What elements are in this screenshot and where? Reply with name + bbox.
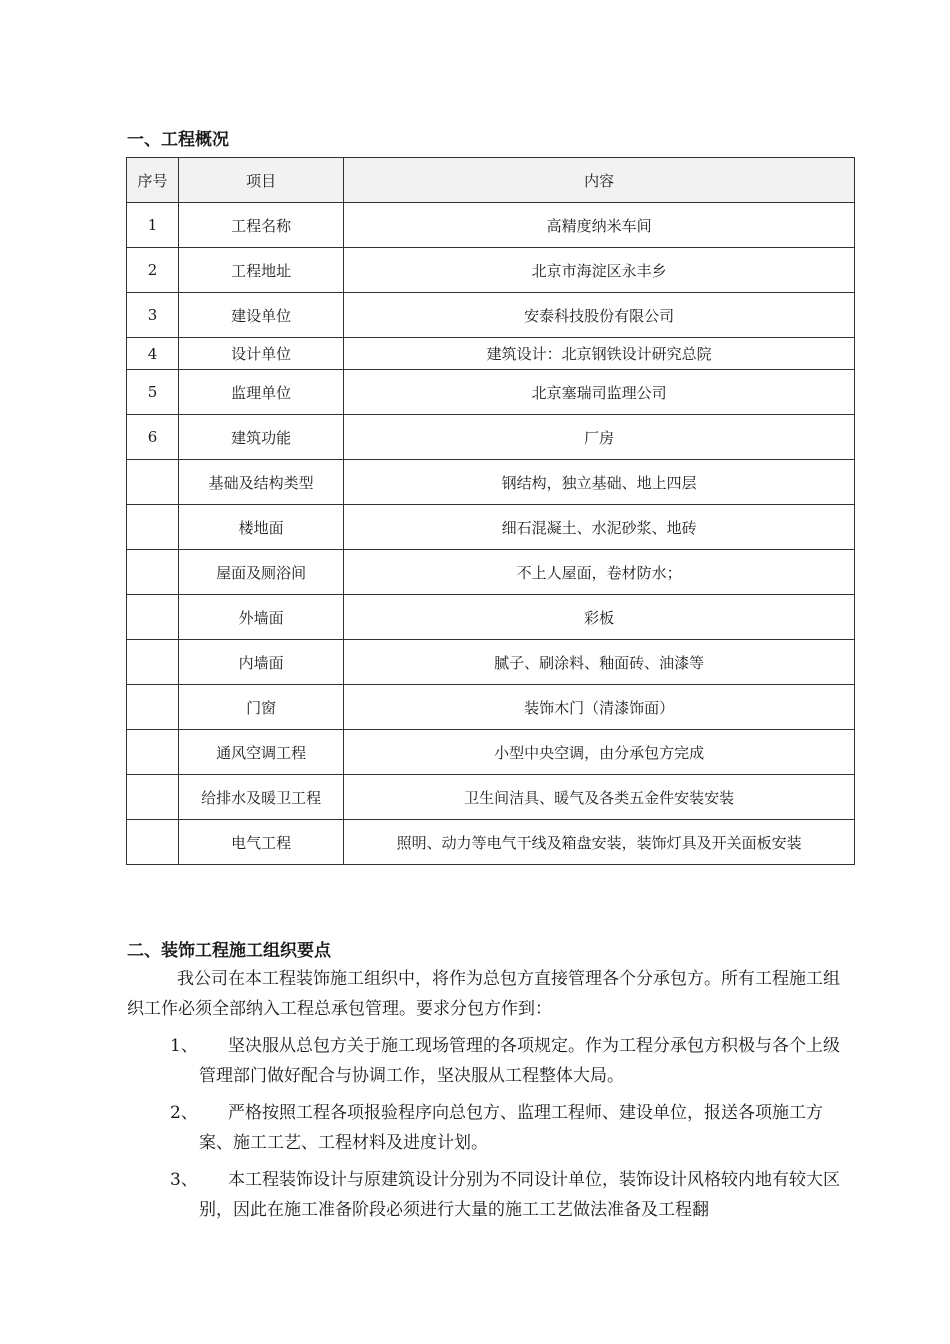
table-row bbox=[127, 820, 855, 865]
row-no bbox=[127, 460, 179, 505]
list-item-text: 本工程装饰设计与原建筑设计分别为不同设计单位，装饰设计风格较内地有较大区别，因此在施工准备阶段必须进行大量的施工工艺做法准备及工程翻 bbox=[199, 1170, 840, 1220]
requirement-list bbox=[127, 1031, 855, 1225]
row-content: 照明、动力等电气干线及箱盘安装，装饰灯具及开关面板安装 bbox=[344, 820, 855, 865]
row-no bbox=[127, 730, 179, 775]
row-item: 监理单位 bbox=[179, 370, 344, 415]
row-item: 楼地面 bbox=[179, 505, 344, 550]
row-content: 小型中央空调，由分承包方完成 bbox=[344, 730, 855, 775]
row-no bbox=[127, 775, 179, 820]
list-item bbox=[127, 1165, 855, 1225]
row-no: 6 bbox=[127, 415, 179, 460]
table-row bbox=[127, 293, 855, 338]
row-no bbox=[127, 820, 179, 865]
list-item-number: 1、 bbox=[170, 1036, 198, 1056]
row-content: 装饰木门（清漆饰面） bbox=[344, 685, 855, 730]
header-content: 内容 bbox=[344, 158, 855, 203]
row-item: 通风空调工程 bbox=[179, 730, 344, 775]
row-item: 屋面及厕浴间 bbox=[179, 550, 344, 595]
table-row bbox=[127, 460, 855, 505]
table-row bbox=[127, 370, 855, 415]
intro-text: 我公司在本工程装饰施工组织中，将作为总包方直接管理各个分承包方。所有工程施工组织工作必须全部纳入工程总承包管理。要求分包方作到： bbox=[127, 969, 840, 1019]
table-row bbox=[127, 203, 855, 248]
list-item bbox=[127, 1098, 855, 1158]
row-no bbox=[127, 505, 179, 550]
row-content: 北京塞瑞司监理公司 bbox=[344, 370, 855, 415]
list-item-text: 坚决服从总包方关于施工现场管理的各项规定。作为工程分承包方积极与各个上级管理部门做好配合与协调工作，坚决服从工程整体大局。 bbox=[199, 1036, 840, 1086]
row-no bbox=[127, 595, 179, 640]
row-content: 卫生间洁具、暖气及各类五金件安装安装 bbox=[344, 775, 855, 820]
row-no: 3 bbox=[127, 293, 179, 338]
row-content: 不上人屋面，卷材防水； bbox=[344, 550, 855, 595]
section-1-title: 一、工程概况 bbox=[127, 130, 229, 150]
row-item: 工程名称 bbox=[179, 203, 344, 248]
row-no: 1 bbox=[127, 203, 179, 248]
table-row bbox=[127, 595, 855, 640]
table-row bbox=[127, 640, 855, 685]
list-item-text: 严格按照工程各项报验程序向总包方、监理工程师、建设单位，报送各项施工方案、施工工艺、工程材料及进度计划。 bbox=[199, 1103, 823, 1153]
list-item-number: 3、 bbox=[170, 1170, 198, 1190]
header-item: 项目 bbox=[179, 158, 344, 203]
row-no bbox=[127, 640, 179, 685]
table-row bbox=[127, 775, 855, 820]
row-item: 电气工程 bbox=[179, 820, 344, 865]
project-overview-table bbox=[126, 157, 855, 865]
row-no bbox=[127, 550, 179, 595]
header-no: 序号 bbox=[127, 158, 179, 203]
table-row bbox=[127, 685, 855, 730]
list-item bbox=[127, 1031, 855, 1091]
row-content: 细石混凝土、水泥砂浆、地砖 bbox=[344, 505, 855, 550]
table-row bbox=[127, 505, 855, 550]
row-item: 内墙面 bbox=[179, 640, 344, 685]
row-no: 2 bbox=[127, 248, 179, 293]
row-content: 彩板 bbox=[344, 595, 855, 640]
table-row bbox=[127, 550, 855, 595]
row-content: 高精度纳米车间 bbox=[344, 203, 855, 248]
intro-paragraph bbox=[127, 964, 855, 1024]
table-row bbox=[127, 730, 855, 775]
table-row bbox=[127, 338, 855, 370]
section-2-title: 二、装饰工程施工组织要点 bbox=[127, 941, 331, 961]
row-item: 建设单位 bbox=[179, 293, 344, 338]
row-item: 外墙面 bbox=[179, 595, 344, 640]
row-no bbox=[127, 685, 179, 730]
row-content: 安泰科技股份有限公司 bbox=[344, 293, 855, 338]
row-content: 建筑设计：北京钢铁设计研究总院 bbox=[344, 338, 855, 370]
table-row bbox=[127, 248, 855, 293]
table-header-row bbox=[127, 158, 855, 203]
row-item: 建筑功能 bbox=[179, 415, 344, 460]
row-content: 腻子、刷涂料、釉面砖、油漆等 bbox=[344, 640, 855, 685]
row-item: 工程地址 bbox=[179, 248, 344, 293]
row-content: 北京市海淀区永丰乡 bbox=[344, 248, 855, 293]
row-item: 门窗 bbox=[179, 685, 344, 730]
row-no: 4 bbox=[127, 338, 179, 370]
row-item: 给排水及暖卫工程 bbox=[179, 775, 344, 820]
row-item: 基础及结构类型 bbox=[179, 460, 344, 505]
row-item: 设计单位 bbox=[179, 338, 344, 370]
table-row bbox=[127, 415, 855, 460]
row-content: 钢结构，独立基础、地上四层 bbox=[344, 460, 855, 505]
row-no: 5 bbox=[127, 370, 179, 415]
list-item-number: 2、 bbox=[170, 1103, 198, 1123]
row-content: 厂房 bbox=[344, 415, 855, 460]
